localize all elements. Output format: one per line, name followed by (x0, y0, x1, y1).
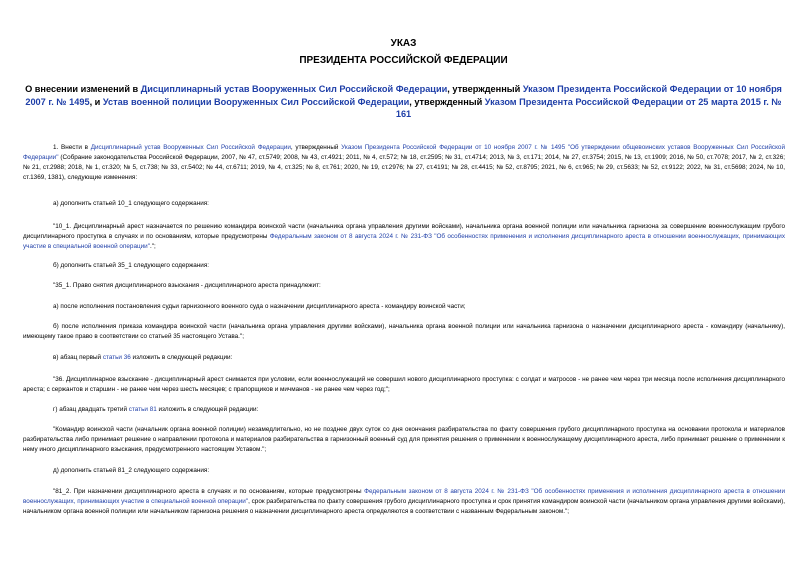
link-disciplinary-charter[interactable]: Дисциплинарный устав Вооруженных Сил Российской Федерации (140, 84, 448, 94)
link-decree-1495-general-charters[interactable]: Указом Президента Российской Федерации от 10 ноября 2007 г. № 1495 "Об утверждении общевоинских уставов Вооруженных Сил Российской Федерации" (23, 144, 785, 161)
q10-text: ."; (149, 243, 156, 250)
doc-title-ukaz: УКАЗ (390, 38, 417, 49)
q10-text: "10_1. Дисциплинарный арест назначается по решению командира воинской части (начальника органа управления другими войсками), начальника органа военной полиции или начальника гарнизона за совершение военнослужащим грубого дисциплинарного проступка в случаях и по основаниям, которые предусмотрены (23, 223, 785, 240)
quote-article-36: "36. Дисциплинарное взыскание - дисциплинарный арест снимается при условии, если военнослужащий не совершил нового дисциплинарного проступка: с солдат и матросов - не ранее чем через три месяца после исполнения дисциплинарного ареста; с сержантов и старшин - не ранее чем через шесть месяцев; с прапорщиков и мичманов - не ранее чем через год;"; (23, 376, 785, 393)
quote-article-81-2 (23, 487, 785, 517)
link-federal-law-231[interactable]: Федеральным законом от 8 августа 2024 г. № 231-ФЗ "Об особенностях применения и исполнения дисциплинарного ареста в отношении военнослужащих, принимающих участие в специальной военной операции" (23, 233, 785, 250)
p1-text: 1. Внести в (53, 144, 91, 151)
q81-2-text: "81_2. При назначении дисциплинарного ареста в случаях и по основаниям, которые предусмотрены (53, 488, 365, 495)
item-a: а) дополнить статьей 10_1 следующего содержания: (53, 200, 209, 207)
link-disciplinary-charter[interactable]: Дисциплинарный устав Вооруженных Сил Российской Федерации (90, 144, 291, 151)
heading-text: , утвержденный (409, 96, 485, 107)
quote-article-10-1 (23, 222, 785, 252)
link-military-police-charter[interactable]: Устав военной полиции Вооруженных Сил Российской Федерации (102, 96, 410, 107)
item-b: б) дополнить статьей 35_1 следующего содержания: (53, 262, 210, 269)
v-text: в) абзац первый (53, 354, 103, 361)
item-v (23, 353, 785, 363)
link-decree-1495[interactable]: Указом Президента Российской Федерации от 10 ноября 2007 г. № 1495 (25, 84, 782, 107)
g-text: г) абзац двадцать третий (53, 406, 129, 413)
quote-article-35-1-b: б) после исполнения приказа командира воинской части (начальника органа управления другими войсками), начальника органа военной полиции или начальника гарнизона о назначении дисциплинарного ареста - командиру (начальнику), имеющему такое право в соответствии со статьей 35 настоящего Устава."; (23, 323, 785, 340)
heading-text: , утвержденный (447, 84, 523, 94)
heading-text: , и (89, 96, 103, 107)
link-article-36[interactable]: статьи 36 (102, 354, 131, 361)
doc-title-president: ПРЕЗИДЕНТА РОССИЙСКОЙ ФЕДЕРАЦИИ (299, 55, 508, 66)
quote-article-81: "Командир воинской части (начальник органа военной полиции) незамедлительно, но не позднее двух суток со дня окончания разбирательства по факту совершения грубого дисциплинарного проступка на основании протокола и материалов разбирательства либо принимает решение о направлении протокола и материалов разбирательства в гарнизонный военный суд для принятия решения о применении к военнослужащему дисциплинарного ареста, либо принимает решение о применении к нему иного дисциплинарного взыскания, предусмотренного настоящим Уставом."; (23, 426, 785, 453)
v-text: изложить в следующей редакции: (130, 354, 233, 361)
item-d: д) дополнить статьей 81_2 следующего содержания: (53, 467, 210, 474)
item-g (23, 405, 785, 415)
paragraph-1 (23, 143, 785, 183)
doc-heading (22, 83, 785, 121)
quote-article-35-1-a: а) после исполнения постановления судьи гарнизонного военного суда о назначении дисциплинарного ареста - командиру воинской части; (53, 303, 466, 310)
p1-text: (Собрание законодательства Российской Федерации, 2007, № 47, ст.5749; 2008, № 43, ст.4921; 2011, № 4, ст.572; № 18, ст.2595; № 31, ст.4714; 2013, № 3, ст.171; 2014, № 27, ст.3754; 2015, № 13, ст.1909; 2016, № 50, ст.7078; 2017, № 2, ст.326; № 21, ст.2988; 2018, № 1, ст.320; № 5, ст.738; № 33, ст.5402; № 44, ст.6711; 2019, № 4, ст.325; № 8, ст.761; 2020, № 19, ст.2976; № 27, ст.4191; № 28, ст.4415; № 52, ст.8795; 2021, № 6, ст.965; № 29, ст.5633; № 52, ст.9122; 2022, № 31, ст.5698; 2024, № 10, ст.1369, 1381), следующие изменения: (23, 154, 785, 181)
link-federal-law-231[interactable]: Федеральным законом от 8 августа 2024 г. № 231-ФЗ "Об особенностях применения и исполнения дисциплинарного ареста в отношении военнослужащих, принимающих участие в специальной военной операции" (23, 488, 786, 505)
quote-article-35-1: "35_1. Право снятия дисциплинарного взыскания - дисциплинарного ареста принадлежит: (53, 282, 321, 289)
link-article-81[interactable]: статьи 81 (128, 406, 157, 413)
q81-2-text: , срок разбирательства по факту совершения грубого дисциплинарного проступка и срок принятия командиром воинской части (начальником органа управления другими войсками), начальником органа военной полиции или начальником гарнизона решения о назначении дисциплинарного ареста определяются в соответствии с названным Федеральным законом."; (23, 498, 785, 515)
link-decree-161[interactable]: Указом Президента Российской Федерации от 25 марта 2015 г. № 161 (395, 96, 782, 119)
heading-text: О внесении изменений в (25, 84, 141, 94)
g-text: изложить в следующей редакции: (156, 406, 259, 413)
p1-text: , утвержденный (290, 144, 342, 151)
